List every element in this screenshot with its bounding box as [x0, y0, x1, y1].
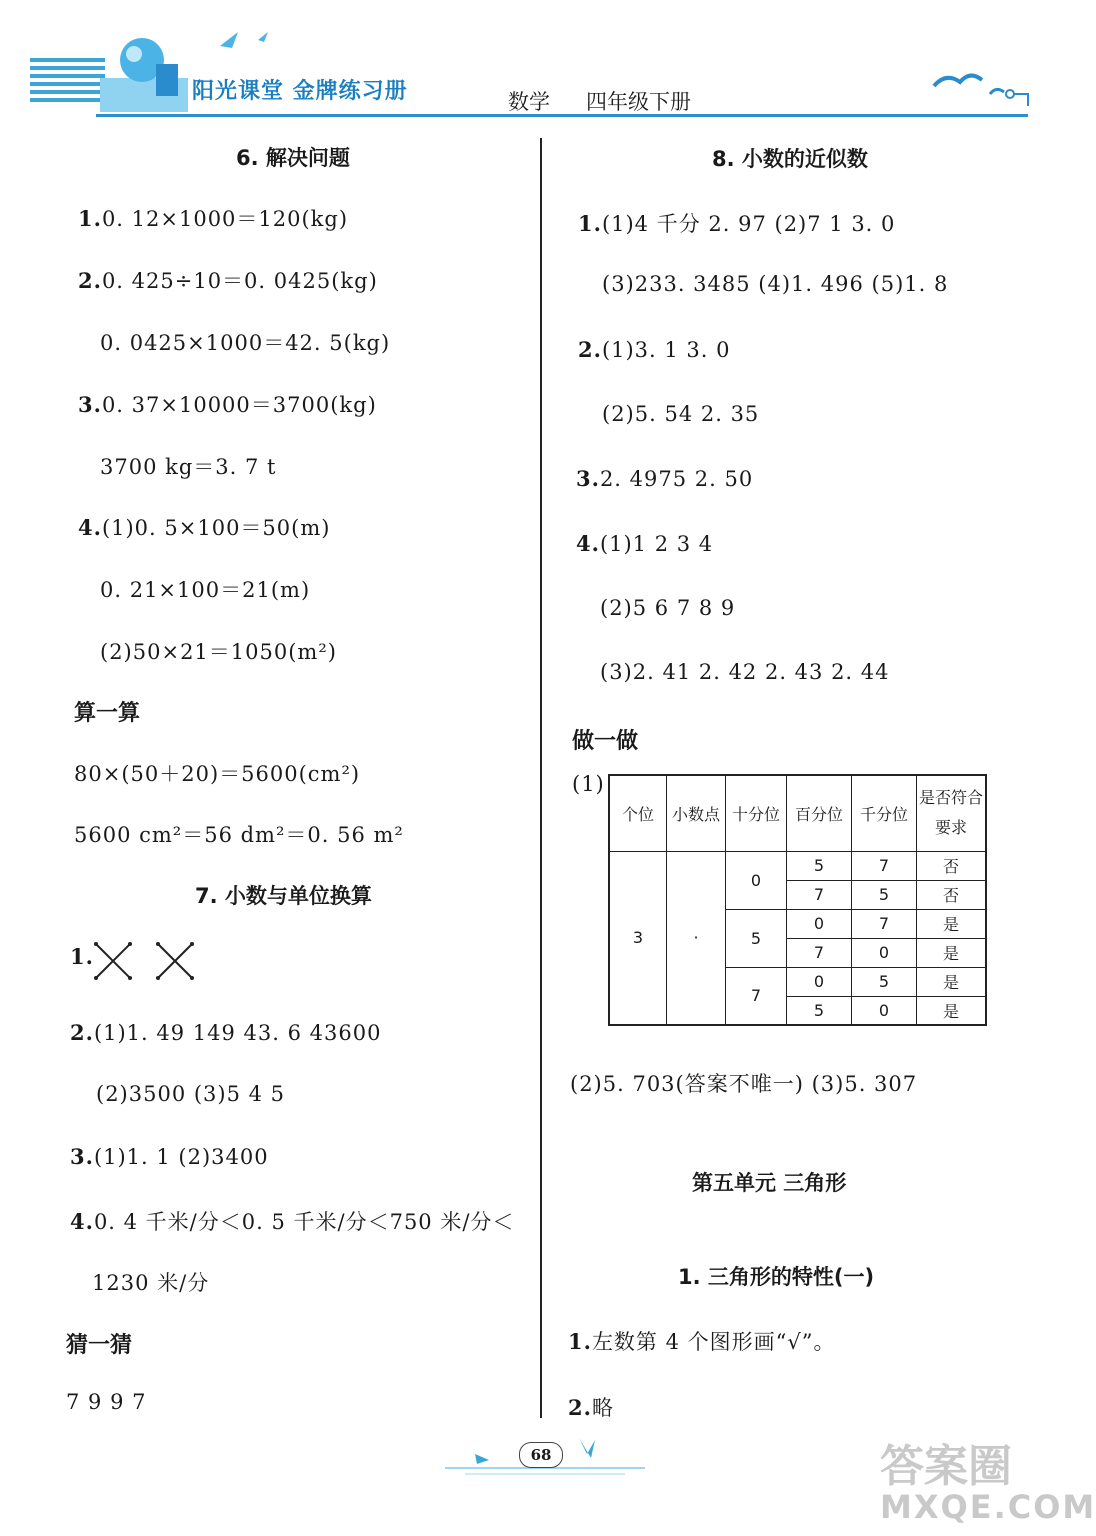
- answer-line: (3)233. 3485 (4)1. 496 (5)1. 8: [602, 272, 949, 296]
- answer-line: 0. 21×100＝21(m): [100, 578, 311, 602]
- table-cell: 否: [917, 851, 987, 880]
- table-cell: 7: [726, 967, 787, 1025]
- answer-line: 1.: [70, 944, 94, 969]
- table-cell: 5: [787, 851, 852, 880]
- table-label: (1): [572, 772, 605, 796]
- table-cell: 是: [917, 938, 987, 967]
- answer-line: 1.左数第 4 个图形画“√”。: [568, 1329, 836, 1354]
- section-title: 8. 小数的近似数: [712, 147, 868, 171]
- section-title: 1. 三角形的特性(一): [678, 1265, 875, 1289]
- answer-line: (2)5. 54 2. 35: [602, 402, 760, 426]
- table-cell: 0: [852, 938, 917, 967]
- table-cell: 5: [852, 967, 917, 996]
- grade-label: 四年级下册: [586, 90, 691, 114]
- matching-lines-icon: [92, 940, 202, 982]
- table-cell: 0: [852, 996, 917, 1025]
- table-header: 是否符合要求: [917, 775, 987, 851]
- answer-line: 3.0. 37×10000＝3700(kg): [78, 392, 377, 417]
- answer-line: 2.0. 425÷10＝0. 0425(kg): [78, 268, 378, 293]
- table-cell: 5: [726, 909, 787, 967]
- table-cell: 0: [787, 967, 852, 996]
- answer-line: 2.(1)1. 49 149 43. 6 43600: [70, 1020, 382, 1045]
- table-cell: 是: [917, 996, 987, 1025]
- section-title: 7. 小数与单位换算: [195, 884, 372, 908]
- answer-line: 2.(1)3. 1 3. 0: [578, 337, 731, 362]
- watermark-url: MXQE.COM: [880, 1488, 1096, 1526]
- table-cell: 是: [917, 909, 987, 938]
- column-divider: [540, 138, 542, 1418]
- section-title: 6. 解决问题: [236, 146, 350, 170]
- subsection-heading: 做一做: [572, 729, 639, 754]
- table-header: 小数点: [667, 775, 726, 851]
- answer-line: (2)3500 (3)5 4 5: [96, 1082, 286, 1106]
- answer-line: (2)5 6 7 8 9: [600, 596, 736, 620]
- table-cell: 7: [787, 938, 852, 967]
- gulls-icon: [930, 66, 1030, 106]
- page-number: 68: [519, 1442, 563, 1468]
- answer-line: 5600 cm²＝56 dm²＝0. 56 m²: [74, 823, 404, 847]
- answer-line: 1.0. 12×1000＝120(kg): [78, 206, 349, 231]
- subsection-heading: 猜一猜: [66, 1333, 133, 1358]
- table-cell: 3: [609, 851, 667, 1025]
- header-decor-stripes: [30, 58, 105, 110]
- table-cell: ·: [667, 851, 726, 1025]
- table-header: 十分位: [726, 775, 787, 851]
- answer-line: 0. 0425×1000＝42. 5(kg): [100, 331, 391, 355]
- answer-line: 4.(1)1 2 3 4: [576, 531, 714, 556]
- answer-line: 4.0. 4 千米/分＜0. 5 千米/分＜750 米/分＜: [70, 1209, 515, 1234]
- subsection-heading: 算一算: [74, 701, 141, 726]
- table-cell: 否: [917, 880, 987, 909]
- table-cell: 0: [787, 909, 852, 938]
- watermark-text: 答案圈: [880, 1441, 1012, 1492]
- table-header: 百分位: [787, 775, 852, 851]
- answer-line: 3.(1)1. 1 (2)3400: [70, 1144, 269, 1169]
- table-header: 千分位: [852, 775, 917, 851]
- answer-line: (3)2. 41 2. 42 2. 43 2. 44: [600, 660, 890, 684]
- subject-label: 数学: [508, 90, 550, 114]
- answer-line: 4.(1)0. 5×100＝50(m): [78, 515, 331, 540]
- answer-line: 3.2. 4975 2. 50: [576, 466, 754, 491]
- answer-line: 3700 kg＝3. 7 t: [100, 455, 277, 479]
- answer-line: 2.略: [568, 1395, 614, 1420]
- answer-line: 7 9 9 7: [66, 1390, 147, 1414]
- table-cell: 7: [852, 909, 917, 938]
- answer-line: (2)5. 703(答案不唯一) (3)5. 307: [570, 1072, 918, 1096]
- table-header: 个位: [609, 775, 667, 851]
- table-cell: 5: [787, 996, 852, 1025]
- answer-line: 1.(1)4 千分 2. 97 (2)7 1 3. 0: [578, 211, 896, 236]
- digits-table: [608, 774, 987, 1026]
- unit-title: 第五单元 三角形: [692, 1171, 847, 1195]
- answer-line: 1230 米/分: [92, 1271, 210, 1295]
- series-title: 阳光课堂 金牌练习册: [192, 79, 408, 104]
- table-cell: 0: [726, 851, 787, 909]
- header-birds-icon: [218, 26, 288, 54]
- answer-line: 80×(50＋20)＝5600(cm²): [74, 762, 361, 786]
- table-cell: 7: [852, 851, 917, 880]
- table-cell: 7: [787, 880, 852, 909]
- header-logo-icon: [98, 34, 190, 114]
- table-cell: 是: [917, 967, 987, 996]
- answer-line: (2)50×21＝1050(m²): [100, 640, 337, 664]
- header-rule: [96, 114, 1028, 117]
- table-cell: 5: [852, 880, 917, 909]
